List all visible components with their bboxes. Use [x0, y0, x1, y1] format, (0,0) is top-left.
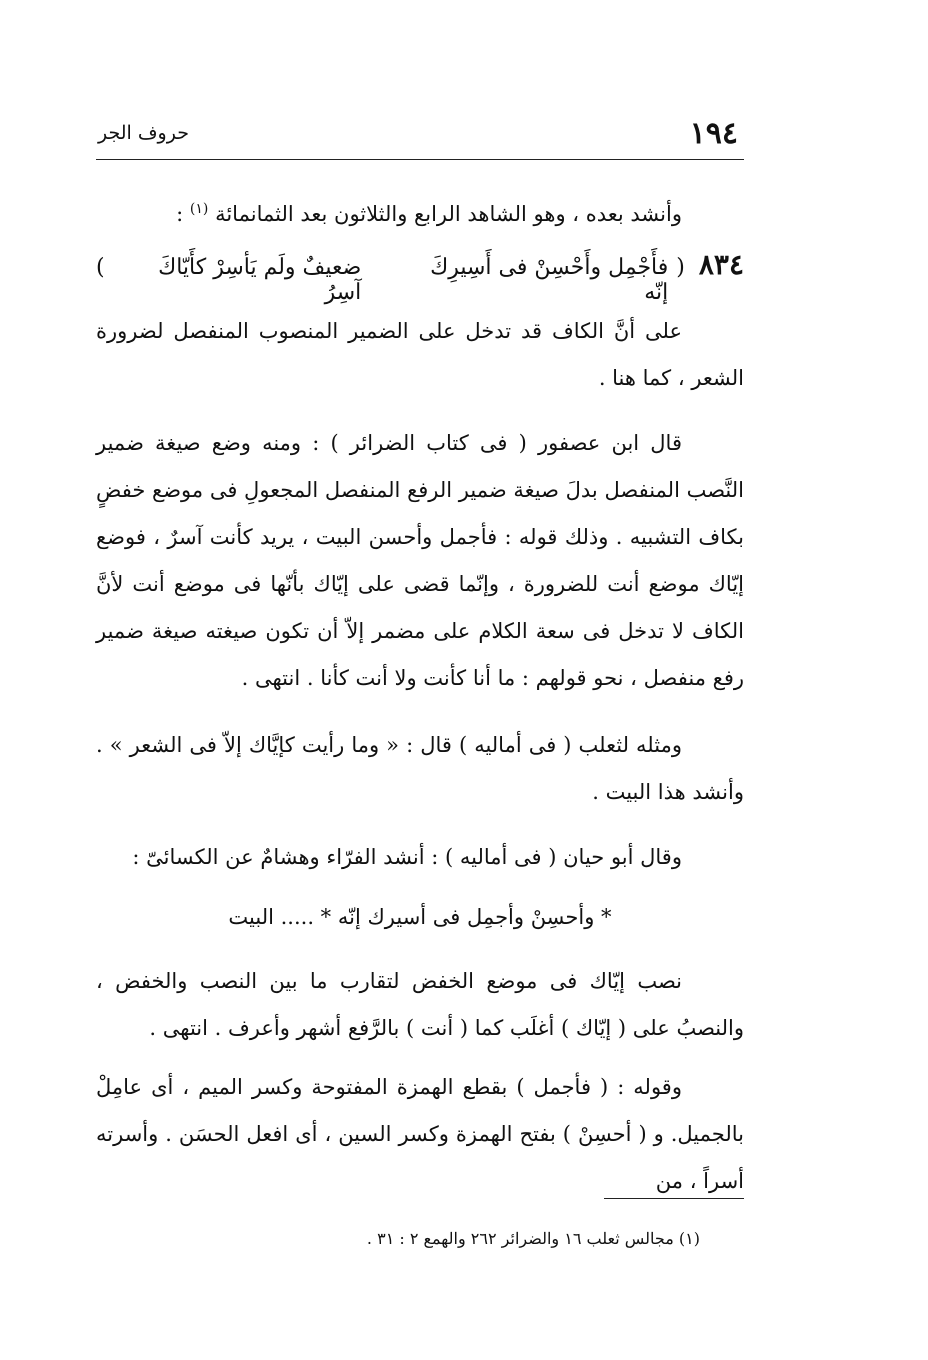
- paragraph-4: وقال أبو حيان ( فى أماليه ) : أنشد الفرّاء وهشامٌ عن الكسائىّ :: [132, 845, 682, 869]
- paragraph-5: نصب إيّاك فى موضع الخفض لتقارب ما بين النصب والخفض ، والنصبُ على ( إيّاك ) أغلَب كما ( أنت ) بالرَّفع أشهر وأعرف . انتهى .: [96, 969, 744, 1040]
- header-rule: [96, 159, 744, 160]
- footnote: (١) مجالس ثعلب ١٦ والضرائر ٢٦٢ والهمع ٢ : ٣١ .: [366, 1229, 700, 1248]
- quoted-verse: * وأحسِنْ وأجمِل فى أسيرك إنّه * ..... البيت: [228, 905, 612, 929]
- verse-first-hemistich: فأَجْمِل وأَحْسِنْ فى أَسِيرِكَ إنّه: [430, 255, 669, 305]
- verse-open-paren: (: [676, 255, 685, 280]
- verse-number: ٨٣٤: [698, 248, 744, 281]
- paragraph-6: وقوله : ( فأجمل ) بقطع الهمزة المفتوحة وكسر الميم ، أى عامِلْ بالجميل. و ( أحسِنْ ) بفتح الهمزة وكسر السين ، أى افعل الحسَن . وأسرته أسراً ، من: [96, 1075, 744, 1193]
- verse-second-hemistich: ضعيفٌ ولَم يَأسِرْ كأَيّاكَ آسِرُ: [158, 255, 362, 305]
- verse-line: [96, 248, 744, 305]
- intro-text: وأنشد بعده ، وهو الشاهد الرابع والثلاثون بعد الثمانمائة: [215, 202, 682, 226]
- paragraph-3: ومثله لثعلب ( فى أماليه ) قال : « وما رأيت كإيَّاك إلاّ فى الشعر » . وأنشد هذا البيت .: [96, 733, 744, 804]
- page-number: ١٩٤: [689, 116, 738, 151]
- paragraph-2: قال ابن عصفور ( فى كتاب الضرائر ) : ومنه وضع صيغة ضمير النَّصب المنفصل بدلَ صيغة ضمير الرفع المنفصل المجعولِ فى موضع خفضٍ بكاف التشبيه . وذلك قوله : فأجمل وأحسن البيت ، يريد كأنت آسرٌ ، فوضع إيّاك موضع أنت للضرورة ، وإنّما قضى على إيّاك بأنّها فى موضع أنت لأنَّ الكاف لا تدخل فى سعة الكلام على مضمر إلاّ أن تكون صيغته صيغة ضمير رفع منفصل ، نحو قولهم : ما أنا كأنت ولا أنت كأنا . انتهى .: [96, 431, 744, 690]
- footnote-rule: [604, 1198, 744, 1199]
- paragraph-1: على أنَّ الكاف قد تدخل على الضمير المنصوب المنفصل لضرورة الشعر ، كما هنا .: [96, 319, 744, 390]
- intro-line: [96, 186, 744, 238]
- footnote-ref: (١): [189, 201, 209, 217]
- running-header-title: حروف الجر: [98, 122, 189, 144]
- intro-tail: :: [176, 202, 190, 226]
- verse-close-paren: ): [95, 255, 105, 280]
